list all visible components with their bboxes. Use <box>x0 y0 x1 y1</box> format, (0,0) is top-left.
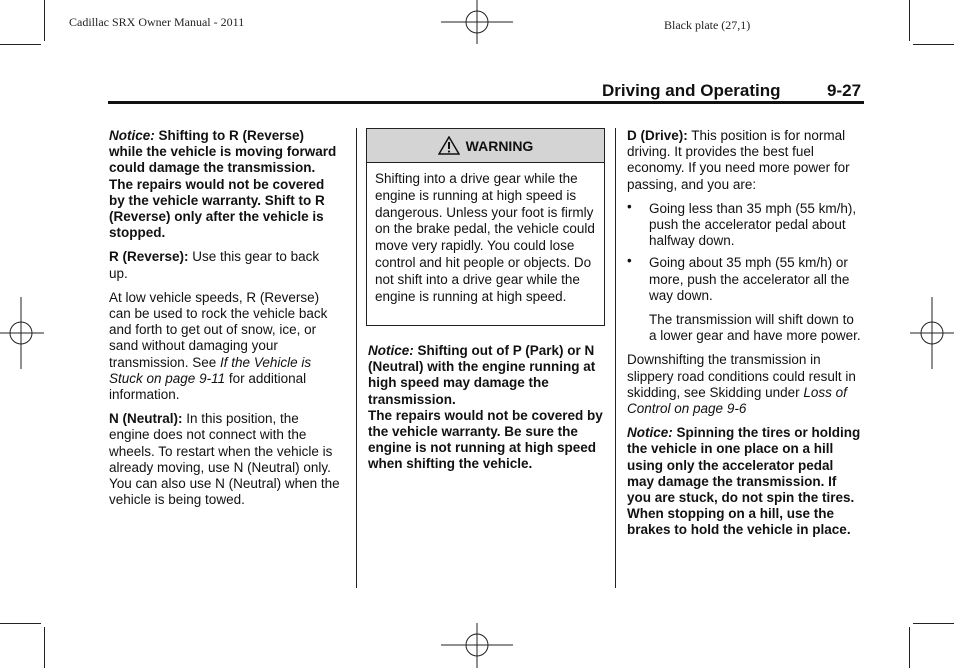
column-divider <box>615 128 616 588</box>
page-number: 9-27 <box>827 81 862 100</box>
list-item: • Going about 35 mph (55 km/h) or more, push the accelerator all the way down. <box>627 253 850 303</box>
manual-title: Cadillac SRX Owner Manual - 2011 <box>69 15 245 29</box>
cross-reference: Loss of Control on page 9-6 <box>627 384 847 417</box>
section-title: Driving and Operating <box>602 81 781 100</box>
reverse-paragraph: R (Reverse): Use this gear to back up. <box>109 249 320 281</box>
notice-park: Notice: Shifting out of P (Park) or N (Neutral) with the engine running at high speed may damage the transmission. The repairs would not be covered by the vehicle warranty. Be sure the engine is not running at high speed when shifting the vehicle. <box>368 343 603 472</box>
shift-down-paragraph: The transmission will shift down to a lower gear and have more power. <box>649 312 861 344</box>
cross-reference: If the Vehicle is Stuck on page 9-11 <box>109 354 312 386</box>
column-left <box>109 128 341 516</box>
downshift-paragraph: Downshifting the transmission in slippery road conditions could result in skidding, see Skidding under Loss of Control on page 9-6 <box>627 352 856 417</box>
notice-reverse: Notice: Shifting to R (Reverse) while the vehicle is moving forward could damage the transmission. The repairs would not be covered by the vehicle warranty. Shift to R (Reverse) only after the vehicle is stopped. <box>109 128 337 241</box>
list-item: • Going less than 35 mph (55 km/h), push the accelerator pedal about halfway down. <box>627 198 857 249</box>
bullet-icon: • <box>627 253 632 269</box>
crop-mark <box>913 623 954 624</box>
crop-mark <box>0 623 41 624</box>
neutral-paragraph: N (Neutral): In this position, the engine does not connect with the wheels. To restart when the vehicle is already moving, use N (Neutral) only. You can also use N (Neutral) when the vehicle is being towed. <box>109 411 340 508</box>
notice-spinning: Notice: Spinning the tires or holding the vehicle in one place on a hill using only the accelerator pedal may damage the transmission. If you are stuck, do not spin the tires. When stopping on a hill, use the brakes to hold the vehicle in place. <box>627 425 861 538</box>
drive-paragraph: D (Drive): This position is for normal driving. It provides the best fuel economy. If you need more power for passing, and you are: <box>627 128 850 192</box>
registration-mark-icon <box>441 0 513 46</box>
crop-mark <box>0 44 41 45</box>
bullet-icon: • <box>627 198 632 214</box>
warning-header <box>367 129 604 163</box>
bullet-list <box>627 198 863 304</box>
crop-mark <box>44 0 45 41</box>
rock-paragraph: At low vehicle speeds, R (Reverse) can be used to rock the vehicle back and forth to get out of snow, ice, or sand without damaging your transmission. See If the Vehicle is Stuck on page 9-11 for additional information. <box>109 289 328 403</box>
crop-mark <box>909 0 910 41</box>
registration-mark-icon <box>441 623 513 668</box>
plate-label: Black plate (27,1) <box>664 18 751 32</box>
crop-mark <box>44 627 45 668</box>
column-divider <box>356 128 357 588</box>
warning-text: Shifting into a drive gear while the engine is running at high speed is dangerous. Unless your foot is firmly on the brake pedal, the vehicle could move very rapidly. You could lose control and hit people or objects. Do not shift into a drive gear while the engine is running at high speed. <box>375 171 595 304</box>
warning-box <box>366 128 605 326</box>
column-right <box>627 128 863 547</box>
crop-mark <box>909 627 910 668</box>
registration-mark-icon <box>910 297 954 369</box>
warning-triangle-icon <box>438 136 460 155</box>
warning-title: WARNING <box>465 137 534 154</box>
registration-mark-icon <box>0 297 44 369</box>
header-rule <box>108 101 864 104</box>
crop-mark <box>913 44 954 45</box>
